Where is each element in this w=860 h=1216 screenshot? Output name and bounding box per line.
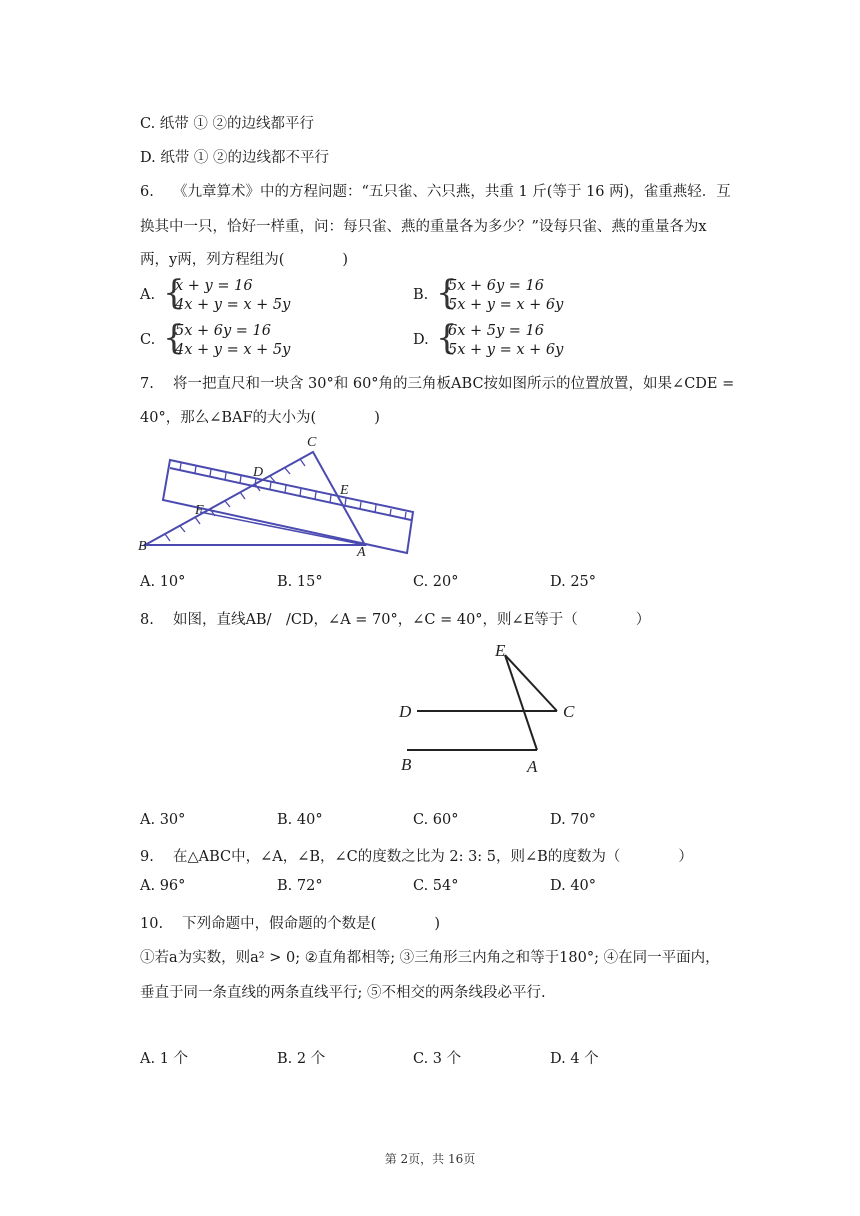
segment-ec [505,655,557,711]
q7-label-b: B [138,539,147,554]
q9-option-b: B. 72° [277,878,323,894]
q8-parallel-lines-figure [395,638,595,778]
q9-stem-line1: 9. 在△ABC中，∠A，∠B，∠C的度数之比为 2: 3: 5，则∠B的度数为（ ） [140,849,693,865]
q10-option-d: D. 4 个 [550,1051,599,1067]
q9-option-a: A. 96° [140,878,186,894]
q6-option-d-brace: { [436,318,458,358]
q6-option-a-eq2: 4x + y = x + 5y [175,297,291,313]
q6-option-d-eq2: 5x + y = x + 6y [448,342,564,358]
q8-option-a: A. 30° [140,812,186,828]
q6-option-c-label: C. [140,332,156,348]
segment-ea [505,655,537,750]
q7-option-d: D. 25° [550,574,597,590]
q8-label-e: E [495,641,506,660]
q10-stem-line1: 10. 下列命题中，假命题的个数是( ) [140,916,440,932]
q5-option-c: C. 纸带 ① ②的边线都平行 [140,116,315,132]
q6-option-d-label: D. [413,332,429,348]
q7-ruler-triangle-figure [135,432,420,560]
q6-option-b-label: B. [413,287,429,303]
q6-stem-line3: 两，y两，列方程组为( ) [140,252,349,268]
q7-label-d: D [253,465,264,480]
q6-option-b-eq2: 5x + y = x + 6y [448,297,564,313]
q10-option-a: A. 1 个 [140,1051,189,1067]
q6-option-a-eq1: x + y = 16 [175,278,253,294]
q10-option-b: B. 2 个 [277,1051,326,1067]
q6-option-a-brace: { [163,273,185,313]
q6-option-b-eq1: 5x + 6y = 16 [448,278,545,294]
q7-label-f: F [195,503,204,518]
q7-stem-line1: 7. 将一把直尺和一块含 30°和 60°角的三角板ABC按如图所示的位置放置，如果∠CDE = [140,376,735,392]
q7-label-a: A [357,545,366,560]
q8-option-c: C. 60° [413,812,459,828]
q8-option-d: D. 70° [550,812,597,828]
q8-label-a: A [527,757,538,776]
q6-stem-line1: 6. 《九章算术》中的方程问题：“五只雀、六只燕，共重 1 斤(等于 16 两)，雀重燕轻．互 [140,184,731,200]
q6-option-c-brace: { [163,318,185,358]
q8-label-b: B [401,755,412,774]
q8-stem-line1: 8. 如图，直线AB/ /CD，∠A = 70°，∠C = 40°，则∠E等于（ ） [140,612,651,628]
segment-af [200,512,365,545]
q6-option-c-eq2: 4x + y = x + 5y [175,342,291,358]
q7-label-e: E [340,483,349,498]
q6-option-b-brace: { [436,273,458,313]
q10-option-c: C. 3 个 [413,1051,462,1067]
q8-option-b: B. 40° [277,812,323,828]
q6-option-d-eq1: 6x + 5y = 16 [448,323,545,339]
q7-option-a: A. 10° [140,574,186,590]
q10-statements-line2: 垂直于同一条直线的两条直线平行; ⑤不相交的两条线段必平行. [140,985,546,1001]
q6-option-a-label: A. [140,287,156,303]
q7-option-b: B. 15° [277,574,323,590]
q6-stem-line2: 换其中一只，恰好一样重，问：每只雀、燕的重量各为多少？”设每只雀、燕的重量各为x [140,219,707,235]
q10-statements-line1: ①若a为实数，则a² > 0; ②直角都相等; ③三角形三内角之和等于180°; ④在同一平面内， [140,950,720,966]
q7-stem-line2: 40°，那么∠BAF的大小为( ) [140,410,380,426]
q7-option-c: C. 20° [413,574,459,590]
q6-option-c-eq1: 5x + 6y = 16 [175,323,272,339]
q5-option-d: D. 纸带 ① ②的边线都不平行 [140,150,330,166]
q9-option-c: C. 54° [413,878,459,894]
page-footer: 第 2页，共 16页 [384,1152,476,1166]
q7-label-c: C [307,435,317,450]
q8-label-d: D [399,702,412,721]
q8-label-c: C [563,702,575,721]
q9-option-d: D. 40° [550,878,597,894]
